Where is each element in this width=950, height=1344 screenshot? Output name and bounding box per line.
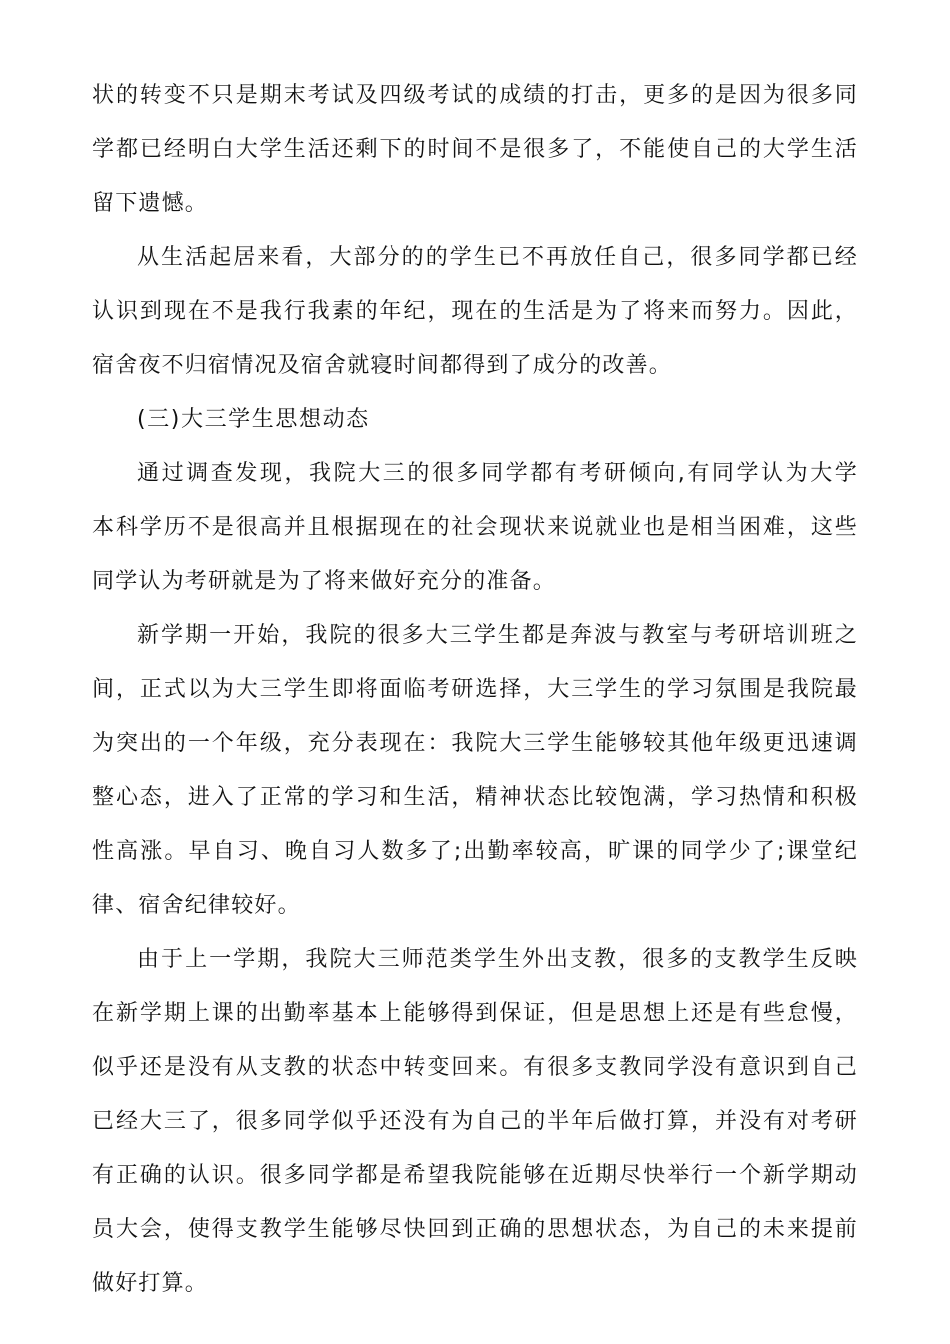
section-heading-text: (三)大三学生思想动态 [137, 407, 370, 432]
text-line: 律、宿舍纪律较好。 [92, 893, 301, 918]
text-line: 由于上一学期，我院大三师范类学生外出支教，很多的支教学生反映 [137, 947, 858, 972]
paragraph-3 [92, 447, 858, 609]
text-line: 从生活起居来看，大部分的的学生已不再放任自己，很多同学都已经 [137, 245, 858, 270]
text-line: 通过调查发现，我院大三的很多同学都有考研倾向,有同学认为大学 [137, 461, 858, 486]
text-line: 新学期一开始，我院的很多大三学生都是奔波与教室与考研培训班之 [137, 623, 858, 648]
text-line: 学都已经明白大学生活还剩下的时间不是很多了，不能使自己的大学生活 [92, 137, 858, 162]
text-line: 间，正式以为大三学生即将面临考研选择，大三学生的学习氛围是我院最 [92, 677, 858, 702]
text-line: 宿舍夜不归宿情况及宿舍就寝时间都得到了成分的改善。 [92, 353, 673, 378]
text-line: 认识到现在不是我行我素的年纪，现在的生活是为了将来而努力。因此， [92, 299, 858, 324]
paragraph-4 [92, 609, 858, 933]
text-line: 为突出的一个年级，充分表现在：我院大三学生能够较其他年级更迅速调 [92, 731, 858, 756]
section-heading [92, 393, 858, 447]
text-line: 已经大三了，很多同学似乎还没有为自己的半年后做打算，并没有对考研 [92, 1109, 858, 1134]
text-line: 在新学期上课的出勤率基本上能够得到保证，但是思想上还是有些怠慢， [92, 1001, 858, 1026]
text-line: 整心态，进入了正常的学习和生活，精神状态比较饱满，学习热情和积极 [92, 785, 858, 810]
text-line: 状的转变不只是期末考试及四级考试的成绩的打击，更多的是因为很多同 [92, 83, 858, 108]
text-line: 有正确的认识。很多同学都是希望我院能够在近期尽快举行一个新学期动 [92, 1163, 858, 1188]
text-line: 性高涨。早自习、晚自习人数多了;出勤率较高，旷课的同学少了;课堂纪 [92, 839, 858, 864]
text-line: 留下遗憾。 [92, 191, 209, 216]
text-line: 本科学历不是很高并且根据现在的社会现状来说就业也是相当困难，这些 [92, 515, 858, 540]
text-line: 员大会，使得支教学生能够尽快回到正确的思想状态，为自己的未来提前 [92, 1217, 858, 1242]
paragraph-5 [92, 933, 858, 1311]
document-body [92, 69, 858, 1311]
text-line: 似乎还是没有从支教的状态中转变回来。有很多支教同学没有意识到自己 [92, 1055, 858, 1080]
paragraph-1 [92, 69, 858, 231]
paragraph-2 [92, 231, 858, 393]
text-line: 做好打算。 [92, 1271, 209, 1296]
text-line: 同学认为考研就是为了将来做好充分的准备。 [92, 569, 557, 594]
